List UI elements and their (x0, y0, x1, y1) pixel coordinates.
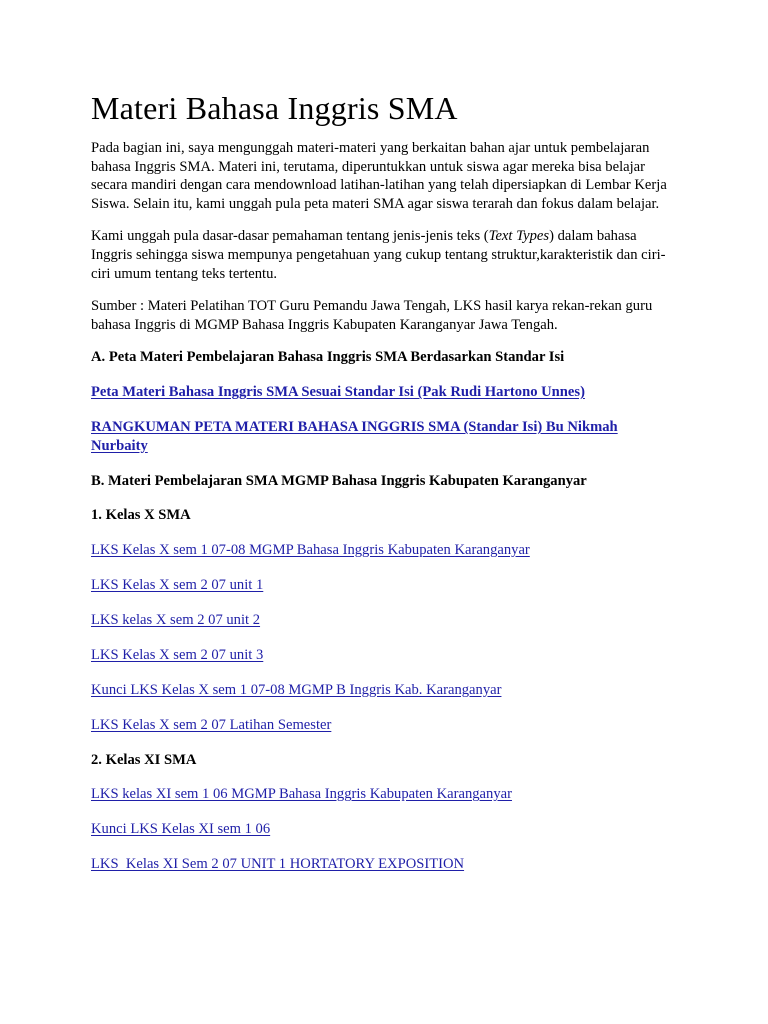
link-peta-materi-standar-isi[interactable]: Peta Materi Bahasa Inggris SMA Sesuai Standar Isi (Pak Rudi Hartono Unnes) (91, 383, 585, 400)
text-types-before: Kami unggah pula dasar-dasar pemahaman tentang jenis-jenis teks ( (91, 228, 489, 245)
link-lks-x-sem2-unit1[interactable]: LKS Kelas X sem 2 07 unit 1 (91, 576, 264, 593)
link-lks-x-sem2-unit2[interactable]: LKS kelas X sem 2 07 unit 2 (91, 611, 261, 628)
page-title: Materi Bahasa Inggris SMA (91, 90, 458, 126)
link-lks-xi-sem1[interactable]: LKS kelas XI sem 1 06 MGMP Bahasa Inggris Kabupaten Karanganyar (91, 786, 512, 803)
link-lks-xi-sem2-unit1[interactable]: LKS Kelas XI Sem 2 07 UNIT 1 HORTATORY EXPOSITION (91, 856, 465, 873)
text-types-paragraph (91, 227, 671, 283)
link-kunci-lks-xi-sem1[interactable]: Kunci LKS Kelas XI sem 1 06 (91, 821, 271, 838)
source-paragraph: Sumber : Materi Pelatihan TOT Guru Pemandu Jawa Tengah, LKS hasil karya rekan-rekan guru bahasa Inggris di MGMP Bahasa Inggris Kabupaten Karanganyar Jawa Tengah. (91, 298, 653, 333)
intro-paragraph: Pada bagian ini, saya mengunggah materi-materi yang berkaitan bahan ajar untuk pembelajaran bahasa Inggris SMA. Materi ini, terutama, diperuntukkan untuk siswa agar mereka bisa belajar secara mandiri dengan cara mendownload latihan-latihan yang telah dipersiapkan di Lembar Kerja Siswa. Selain itu, kami unggah pula peta materi SMA agar siswa terarah dan fokus dalam belajar. (91, 140, 667, 212)
link-rangkuman-peta-materi[interactable]: RANGKUMAN PETA MATERI BAHASA INGGRIS SMA (Standar Isi) Bu Nikmah Nurbaity (91, 418, 618, 454)
link-lks-x-sem2-unit3[interactable]: LKS Kelas X sem 2 07 unit 3 (91, 646, 264, 663)
link-lks-x-sem2-latihan[interactable]: LKS Kelas X sem 2 07 Latihan Semester (91, 716, 332, 733)
kelas-x-heading: 1. Kelas X SMA (91, 507, 191, 524)
kelas-xi-heading: 2. Kelas XI SMA (91, 751, 197, 768)
text-types-italic: Text Types (488, 228, 550, 245)
text-types-after: ) dalam bahasa Inggris sehingga siswa mempunya pengetahuan yang cukup tentang struktur,karakteristik dan ciri-ciri umum tentang teks tertentu. (91, 228, 666, 282)
link-lks-x-sem1[interactable]: LKS Kelas X sem 1 07-08 MGMP Bahasa Inggris Kabupaten Karanganyar (91, 541, 530, 558)
section-a-heading: A. Peta Materi Pembelajaran Bahasa Inggris SMA Berdasarkan Standar Isi (91, 349, 565, 366)
document-page (91, 88, 671, 890)
section-b-heading: B. Materi Pembelajaran SMA MGMP Bahasa Inggris Kabupaten Karanganyar (91, 472, 587, 489)
link-kunci-lks-x-sem1[interactable]: Kunci LKS Kelas X sem 1 07-08 MGMP B Inggris Kab. Karanganyar (91, 681, 502, 698)
